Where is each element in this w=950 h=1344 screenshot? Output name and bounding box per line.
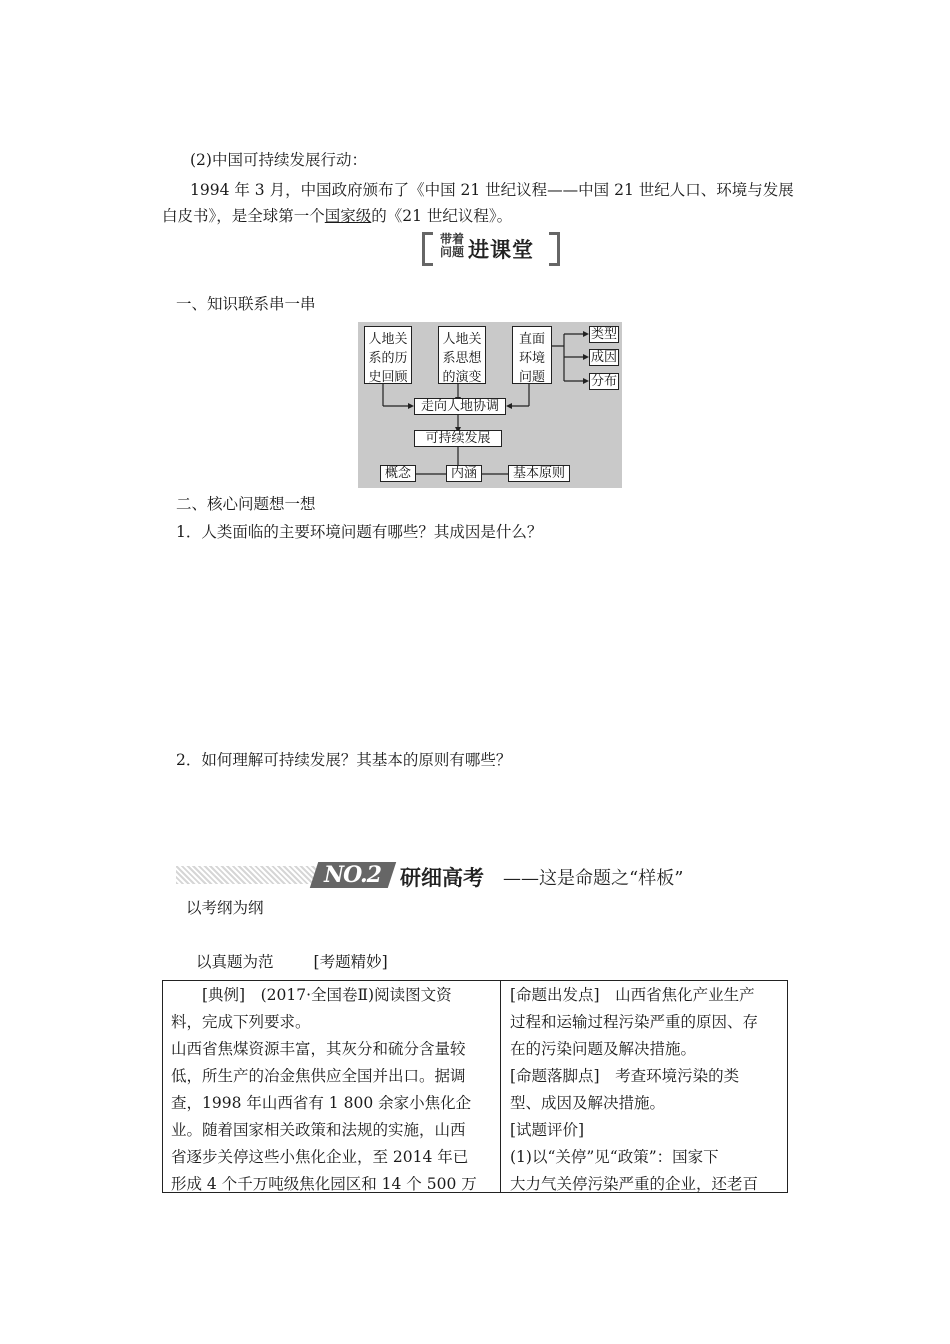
table-cell-left: [典例] (2017·全国卷Ⅱ)阅读图文资 [171, 986, 452, 1004]
banner2-title: 研细高考 [400, 866, 484, 890]
table-cell-left: 形成 4 个千万吨级焦化园区和 14 个 500 万 [171, 1175, 477, 1193]
sample-line [196, 952, 388, 972]
banner-title: 进课堂 [468, 238, 534, 262]
paragraph-line [162, 206, 512, 226]
node-text: 环境 [518, 351, 545, 366]
table-cell-right: [命题落脚点] 考查环境污染的类 [510, 1067, 740, 1085]
paragraph-line: 1994 年 3 月，中国政府颁布了《中国 21 世纪议程——中国 21 世纪人口、环境与发展 [190, 181, 794, 199]
table-cell-left: 省逐步关停这些小焦化企业，至 2014 年已 [171, 1148, 469, 1166]
table-cell-right: [试题评价] [510, 1121, 585, 1139]
table-cell-right: 过程和运输过程污染严重的原因、存 [510, 1013, 759, 1031]
node-principles: 基本原则 [508, 465, 570, 482]
table-cell-left: 低，所生产的冶金焦供应全国并出口。据调 [171, 1067, 466, 1085]
section-header: (2)中国可持续发展行动： [190, 151, 367, 169]
node-text: 人地关 [368, 332, 408, 347]
table-cell-left: 料，完成下列要求。 [171, 1013, 311, 1031]
node-sustainable: 可持续发展 [414, 430, 502, 447]
node-text: 系的历 [368, 351, 408, 366]
guide-text: 以考纲为纲 [186, 899, 264, 917]
node-history [364, 326, 412, 384]
table-cell-left: 查，1998 年山西省有 1 800 余家小焦化企 [171, 1094, 472, 1112]
core-heading: 二、核心问题想一想 [176, 495, 316, 513]
bracket-left [422, 232, 433, 266]
node-text: 人地关 [442, 332, 482, 347]
node-cause: 成因 [590, 350, 617, 365]
paragraph-text: 的《21 世纪议程》。 [371, 207, 513, 225]
table-cell-right: 在的污染问题及解决措施。 [510, 1040, 697, 1058]
question-1: 1．人类面临的主要环境问题有哪些？其成因是什么？ [176, 523, 543, 541]
node-thought [438, 326, 486, 384]
banner2-subtitle: ——这是命题之“样板” [503, 868, 684, 889]
banner-small-text [440, 233, 464, 259]
paragraph-text: 白皮书》，是全球第一个 [162, 207, 325, 225]
banner-stripe [176, 866, 322, 884]
table-cell-left: 山西省焦煤资源丰富，其灰分和硫分含量较 [171, 1040, 466, 1058]
node-environment [512, 326, 552, 384]
node-text: 问题 [518, 370, 545, 385]
table-cell-right: [命题出发点] 山西省焦化产业生产 [510, 986, 755, 1004]
node-concept: 概念 [380, 465, 416, 482]
section-banner [422, 232, 560, 262]
table-cell-left: 业。随着国家相关政策和法规的实施，山西 [171, 1121, 466, 1139]
bracket-right [549, 232, 560, 266]
node-connotation: 内涵 [446, 465, 482, 482]
node-distribution: 分布 [590, 374, 617, 389]
underlined-term: 国家级 [324, 207, 372, 225]
table-cell-right: 型、成因及解决措施。 [510, 1094, 666, 1112]
table-cell-right: (1)以“关停”见“政策”：国家下 [510, 1148, 719, 1166]
node-text: 史回顾 [368, 370, 408, 385]
column-divider [500, 981, 501, 1193]
example-table [162, 980, 788, 1193]
sample-tag: [考题精妙] [313, 953, 388, 971]
knowledge-heading: 一、知识联系串一串 [176, 295, 316, 313]
concept-map [358, 322, 622, 488]
banner-number: NO.2 [324, 862, 381, 888]
node-text: 系思想 [442, 351, 482, 366]
table-cell-right: 大力气关停污染严重的企业，还老百 [510, 1175, 759, 1193]
node-type: 类型 [590, 327, 617, 342]
node-text: 的演变 [442, 370, 482, 385]
banner-small-bottom: 问题 [440, 245, 465, 259]
question-2: 2．如何理解可持续发展？其基本的原则有哪些？ [176, 751, 512, 769]
banner-small-top: 带着 [440, 232, 465, 246]
sample-label: 以真题为范 [196, 953, 274, 971]
node-text: 直面 [518, 332, 545, 347]
node-harmony: 走向人地协调 [414, 398, 506, 415]
